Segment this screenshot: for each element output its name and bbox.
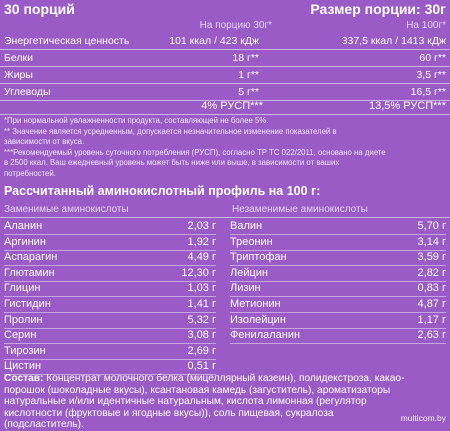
amino-name: Глицин	[4, 282, 41, 295]
divider	[0, 217, 450, 218]
amino-value: 1,17 г	[417, 313, 446, 326]
amino-name: Гистидин	[4, 298, 51, 310]
amino-row-essential	[230, 235, 446, 251]
amino-name: Лейцин	[230, 266, 269, 279]
footnote-line: *При нормальной увлажненности продукта, составляющей не более 5%.	[4, 116, 269, 125]
amino-value: 0,83 г	[417, 282, 446, 295]
amino-value: 2,03 г	[187, 220, 216, 232]
amino-value: 1,41 г	[187, 298, 216, 310]
amino-value: 3,08 г	[187, 329, 216, 342]
amino-left-header: Заменимые аминокислоты	[4, 204, 129, 215]
amino-row-replaceable	[4, 219, 216, 235]
watermark: multicom.by	[400, 413, 446, 423]
nutrient-100g-value: 3,5 г**	[416, 69, 446, 81]
amino-name: Лизин	[230, 282, 261, 295]
amino-name: Фенилаланин	[230, 329, 301, 342]
amino-name: Пролин	[4, 313, 43, 326]
amino-name: Триптофан	[230, 251, 287, 264]
amino-value: 1,92 г	[187, 235, 216, 248]
nutrient-serving-value: 18 г**	[232, 52, 259, 64]
amino-row-essential	[230, 281, 446, 297]
amino-row-essential	[230, 250, 446, 266]
composition-line: Концентрат молочного белка (мицеллярный казеин), полидекстроза, какао-	[43, 373, 405, 384]
footnote-line: в 2500 ккал. Ваш ежедневный уровень может быть ниже или выше, в зависимости от ваших	[4, 158, 340, 168]
footnote-line: потребностей.	[4, 168, 56, 178]
amino-name: Метионин	[230, 298, 281, 310]
amino-row-essential	[230, 313, 446, 329]
footnote-line: ** Значение является усредненным, допускается незначительное изменение показателей в	[4, 126, 337, 136]
nutrient-name: Углеводы	[4, 86, 51, 98]
portions-count: 30 порций	[4, 1, 75, 17]
nutrient-serving-value: 101 ккал / 423 кДж	[169, 35, 259, 47]
footnotes	[4, 116, 386, 180]
col-header-100g: На 100г*	[406, 20, 446, 31]
composition-label: Состав:	[4, 373, 44, 384]
composition-line: кислотности (фруктовые и ягодные вкусы)), соль пищевая, сукралоза	[4, 407, 334, 419]
amino-name: Серин	[4, 329, 37, 342]
nutrition-row	[4, 33, 446, 49]
divider	[0, 114, 450, 115]
amino-value: 12,30 г	[181, 266, 216, 279]
amino-value: 1,03 г	[187, 282, 216, 295]
amino-row-replaceable	[4, 235, 216, 251]
amino-row-essential	[230, 219, 446, 235]
amino-value: 4,49 г	[187, 251, 216, 264]
amino-value: 3,59 г	[417, 251, 446, 264]
composition-line: (подсластитель).	[4, 419, 84, 431]
rusp-serving: 4% РУСП***	[201, 100, 263, 112]
amino-row-replaceable	[4, 266, 216, 282]
nutrient-name: Жиры	[4, 69, 33, 81]
nutrition-row	[4, 67, 446, 83]
nutrient-name: Белки	[4, 52, 33, 64]
amino-name: Аспарагин	[4, 251, 58, 264]
amino-value: 2,63 г	[417, 329, 446, 342]
amino-row-replaceable	[4, 281, 216, 297]
amino-row-replaceable	[4, 313, 216, 329]
amino-value: 2,69 г	[187, 344, 216, 357]
serving-size: Размер порции: 30г	[310, 1, 446, 17]
nutrition-row	[4, 84, 446, 100]
nutrient-serving-value: 1 г**	[238, 69, 259, 81]
amino-value: 2,82 г	[417, 266, 446, 279]
amino-row-replaceable	[4, 344, 216, 360]
nutrient-name: Энергетическая ценность	[4, 35, 130, 47]
amino-name: Тирозин	[4, 344, 46, 357]
footnote-line: ***Рекомендуемый уровень суточного потребления (РУСП), согласно ТР ТС 022/2011, основано на диете	[4, 147, 386, 157]
amino-title: Рассчитанный аминокислотный профиль на 100 г:	[4, 184, 321, 198]
footnote-line: зависимости от вкуса.	[4, 137, 85, 147]
amino-row-replaceable	[4, 250, 216, 266]
amino-value: 0,51 г	[187, 360, 216, 373]
amino-right-header: Незаменимые аминокислоты	[232, 204, 368, 215]
amino-name: Аланин	[4, 220, 43, 232]
amino-name: Аргинин	[4, 235, 46, 248]
amino-value: 4,87 г	[417, 298, 446, 310]
composition	[4, 373, 444, 431]
col-header-serving: На порцию 30г*	[199, 20, 272, 31]
composition-line: натуральные и/или идентичные натуральным, кислота лимонная (регулятор	[4, 396, 367, 408]
amino-name: Изолейцин	[230, 313, 286, 326]
amino-row-replaceable	[4, 297, 216, 313]
amino-row-essential	[230, 266, 446, 282]
amino-name: Треонин	[230, 235, 273, 248]
amino-value: 5,32 г	[187, 313, 216, 326]
amino-value: 5,70 г	[417, 220, 446, 232]
amino-name: Валин	[230, 220, 263, 232]
amino-row-essential	[230, 297, 446, 313]
rusp-100g: 13,5% РУСП***	[368, 100, 446, 112]
amino-row-essential	[230, 328, 446, 344]
amino-name: Глютамин	[4, 266, 55, 279]
nutrient-100g-value: 60 г**	[419, 52, 446, 64]
amino-value: 3,14 г	[417, 235, 446, 248]
nutrient-100g-value: 337,5 ккал / 1413 кДж	[341, 35, 446, 47]
nutrient-serving-value: 5 г**	[238, 86, 259, 98]
amino-name: Цистин	[4, 360, 42, 373]
nutrition-row	[4, 50, 446, 66]
amino-row-replaceable	[4, 328, 216, 344]
nutrient-100g-value: 16,5 г**	[410, 86, 446, 98]
composition-line: порошок (шоколадные вкусы), ксантановая камедь (загуститель), ароматизаторы	[4, 384, 391, 396]
